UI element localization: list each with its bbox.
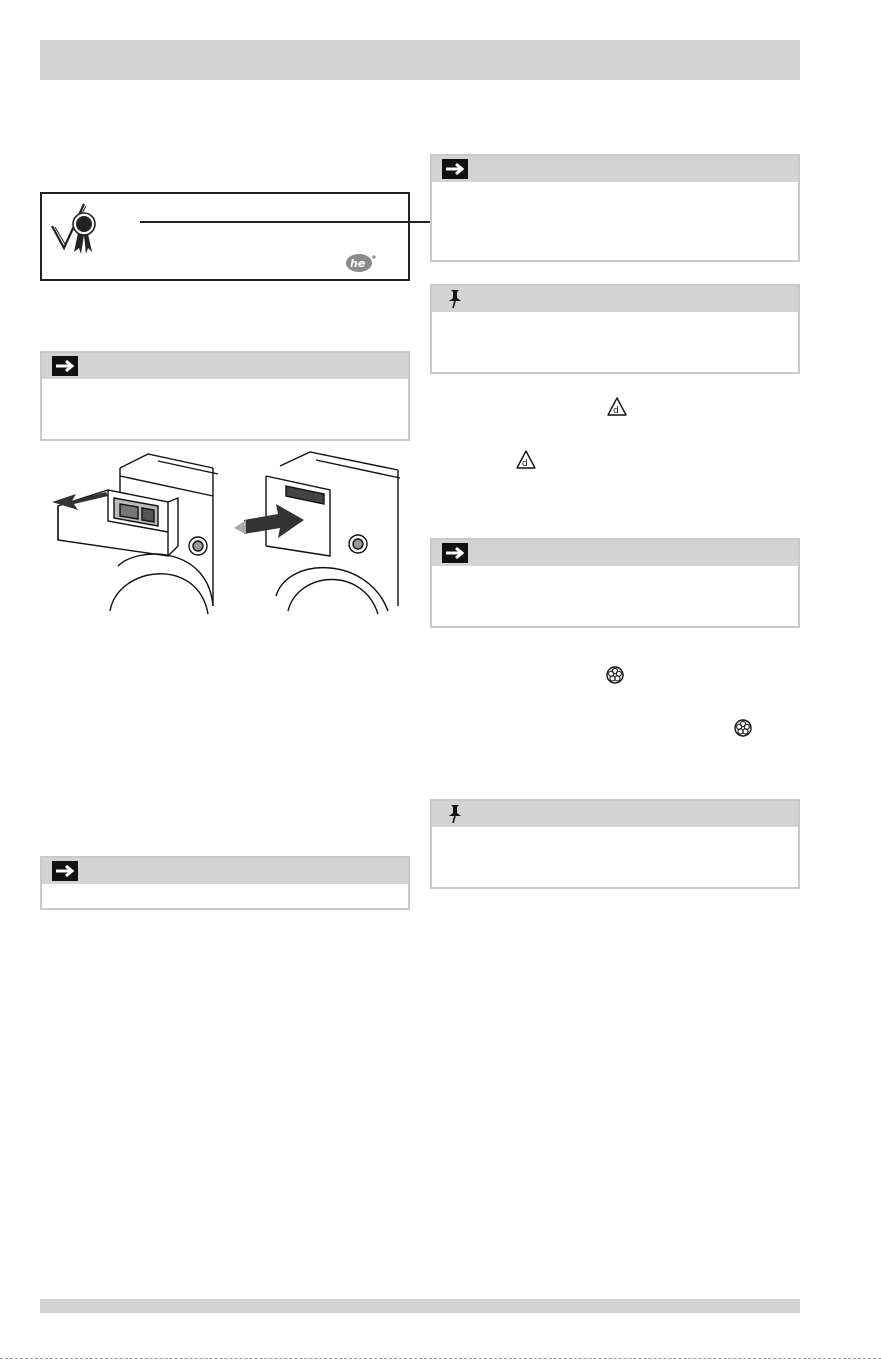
push-arrow-icon xyxy=(244,504,304,538)
notice-text xyxy=(432,182,798,194)
notice-box xyxy=(40,351,410,441)
arrow-right-icon xyxy=(52,356,78,376)
notice-box xyxy=(430,799,800,889)
drawer-open-drawing xyxy=(58,454,218,614)
notice-header xyxy=(42,858,408,884)
notice-header xyxy=(432,540,798,566)
notice-header xyxy=(42,353,408,379)
notice-text xyxy=(42,379,408,391)
dispenser-drawer-illustration xyxy=(48,446,410,616)
notice-text xyxy=(432,312,798,324)
detergent-symbol-label: d xyxy=(522,459,528,469)
notice-header xyxy=(432,156,798,182)
pushpin-icon xyxy=(442,289,468,309)
he-logo-icon xyxy=(343,252,379,274)
softener-flower-icon xyxy=(732,717,754,739)
pushpin-icon xyxy=(442,804,468,824)
notice-box xyxy=(430,154,800,262)
arrow-right-icon xyxy=(52,861,78,881)
notice-box xyxy=(40,856,410,910)
detergent-symbol-label: d xyxy=(613,406,619,416)
trim-line xyxy=(0,1358,881,1359)
page-footer-bar xyxy=(40,1299,800,1313)
certification-rule xyxy=(140,221,440,223)
notice-header xyxy=(432,286,798,312)
notice-header xyxy=(432,801,798,827)
notice-text xyxy=(42,884,408,896)
notice-text xyxy=(432,566,798,578)
notice-box xyxy=(430,284,800,374)
arrow-right-icon xyxy=(442,543,468,563)
page-header-bar xyxy=(40,40,800,80)
certification-badge-icon xyxy=(50,202,100,258)
he-logo-text: he xyxy=(350,257,366,270)
detergent-triangle-icon xyxy=(606,396,628,418)
detergent-triangle-icon xyxy=(515,449,537,471)
notice-text xyxy=(432,827,798,839)
arrow-right-icon xyxy=(442,159,468,179)
softener-flower-icon xyxy=(604,664,626,686)
notice-box xyxy=(430,538,800,628)
drawer-closed-drawing xyxy=(266,452,400,614)
